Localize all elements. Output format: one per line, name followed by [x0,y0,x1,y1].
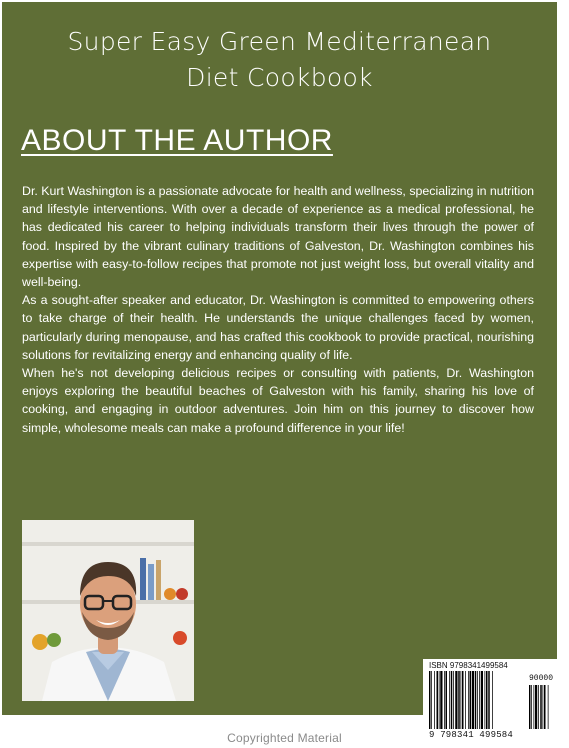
barcode-addon-bar [543,685,544,729]
barcode-bar [451,671,453,729]
barcode-bar [477,671,478,729]
barcode-bar [431,671,432,729]
book-title-line-1: Super Easy Green Mediterranean [67,27,492,56]
barcode-addon-bar [538,685,539,729]
book-title [2,24,557,96]
barcode-bar [440,671,442,729]
price-code: 90000 [529,674,554,683]
author-portrait-illustration [22,520,194,701]
barcode-addon-bar [535,685,537,729]
barcode-bar [437,671,439,729]
barcode-addon-bar [534,685,535,729]
barcode-addon-bar [531,685,532,729]
barcode-bar [475,671,477,729]
barcode-bar [481,671,483,729]
barcode-bar [479,671,480,729]
barcode-bars [427,671,561,731]
barcode-bar [461,671,462,729]
barcode-bar [446,671,448,729]
barcode-bar [462,671,464,729]
copyright-watermark-bottom: Copyrighted Material [227,731,342,745]
barcode-addon-bar [544,685,546,729]
barcode-addon-bar [529,685,531,729]
barcode-bar [492,671,493,729]
barcode-bar [449,671,450,729]
about-author-heading: ABOUT THE AUTHOR [21,124,333,157]
book-title-line-2: Diet Cookbook [186,63,373,92]
isbn-label: ISBN 9798341499584 [429,661,508,670]
back-cover [2,2,557,715]
barcode-bar [434,671,435,729]
barcode-bar [472,671,474,729]
bio-paragraph-3: When he's not developing delicious recipes or consulting with patients, Dr. Washington enjoys exploring the beautiful beaches of Galveston with his family, sharing his love of cooking, and engaging in outdoor adventures. Join him on this journey to discover how simple, wholesome meals can make a profound difference in your life! [22,366,534,435]
barcode-addon-bar [540,685,542,729]
barcode-bar [468,671,469,729]
barcode-bar [486,671,488,729]
barcode-addon-bar [548,685,549,729]
barcode-bar [444,671,445,729]
barcode-bar [465,671,466,729]
barcode-bar [470,671,472,729]
bio-paragraph-2: As a sought-after speaker and educator, Dr. Washington is committed to empowering others to take charge of their health. He understands the unique challenges faced by women, particularly during menopause, and has crafted this cookbook to provide practical, nourishing solutions for revitalizing energy and enhancing quality of life. [22,293,534,362]
barcode-bar [439,671,440,729]
barcode-bar [453,671,454,729]
barcode-bar [485,671,486,729]
bio-paragraph-1: Dr. Kurt Washington is a passionate advocate for health and wellness, specializing in nutrition and lifestyle interventions. With over a decade of experience as a medical professional, he has dedicated his career to helping individuals transform their lives through the power of food. Inspired by the vibrant culinary traditions of Galveston, Dr. Washington combines his expertise with easy-to-follow recipes that promote not just weight loss, but overall vitality and well-being. [22,184,534,290]
author-bio [22,182,534,437]
barcode-bar [455,671,457,729]
barcode-bar [429,671,431,729]
author-photo [22,520,194,701]
barcode-bar [458,671,460,729]
barcode-bar [488,671,490,729]
barcode-digits: 9 798341 499584 [429,730,514,740]
